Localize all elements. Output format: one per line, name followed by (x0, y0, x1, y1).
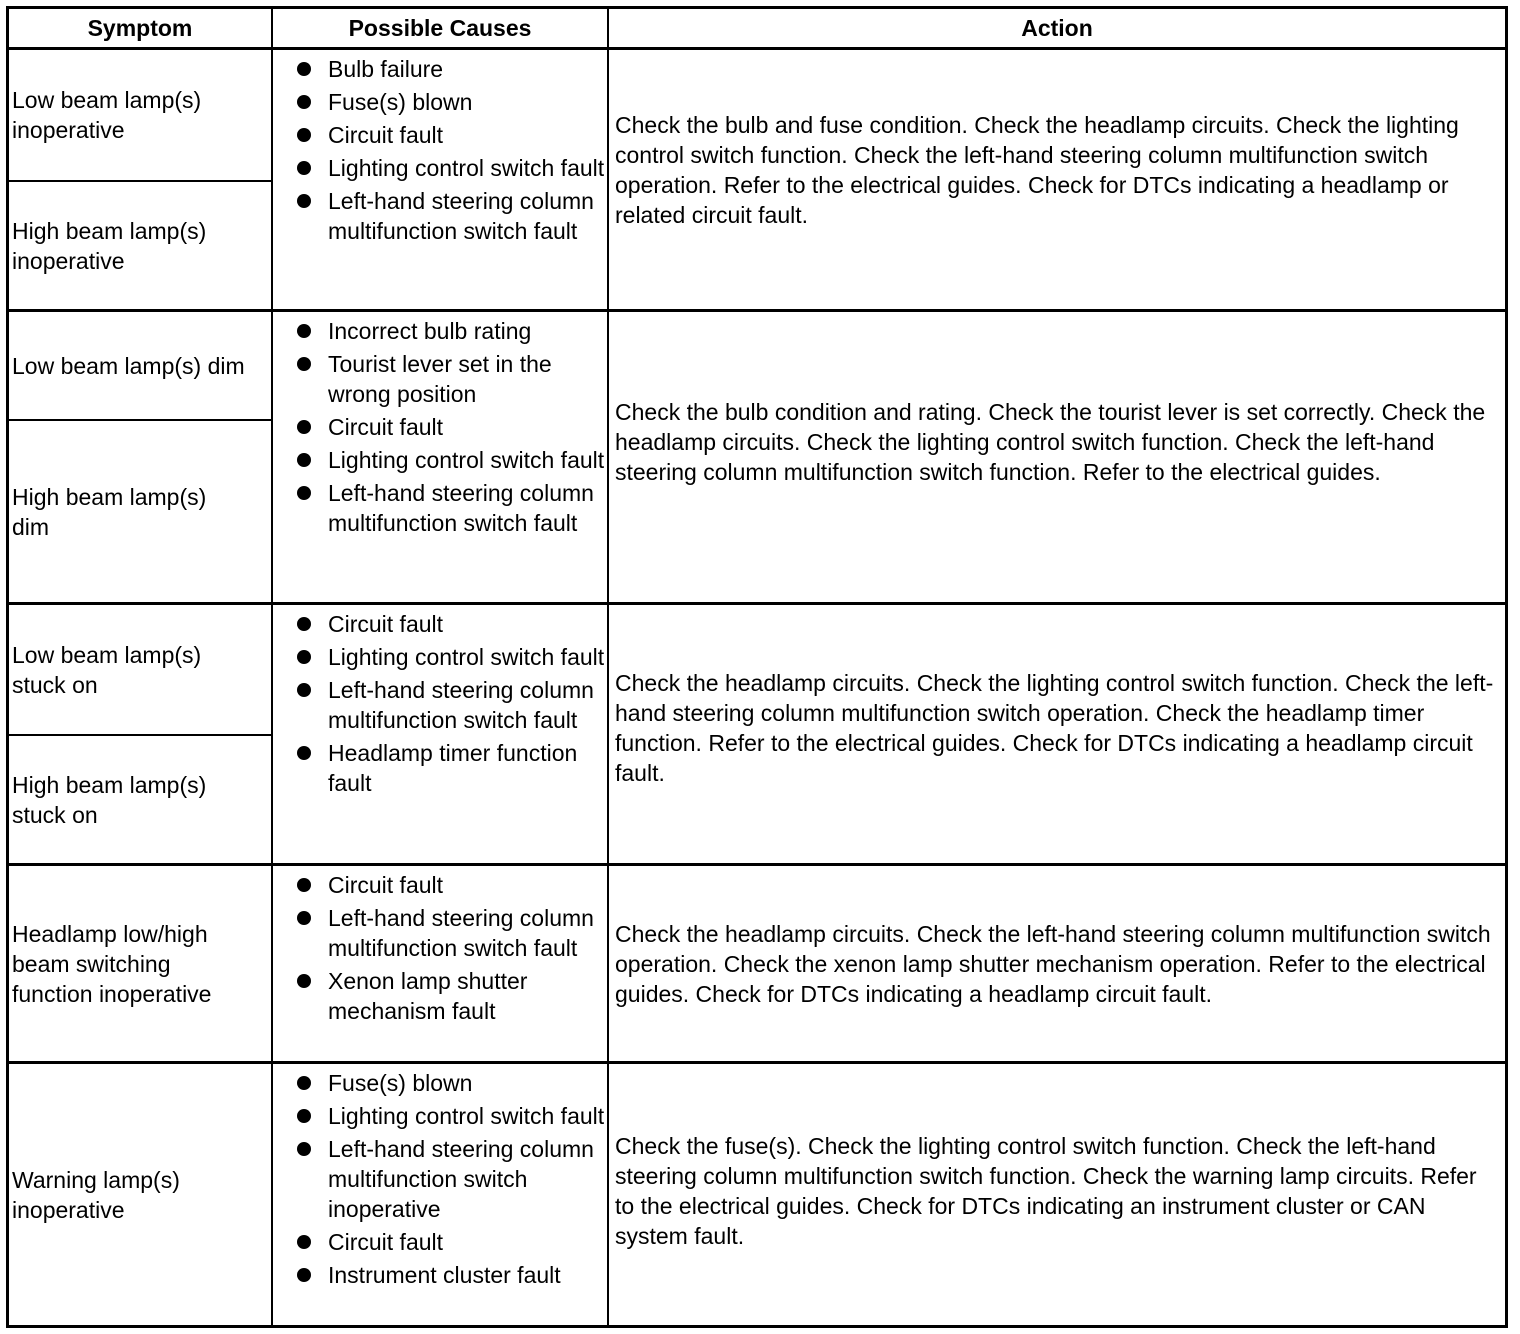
action-cell (609, 50, 1505, 309)
cause-item: Left-hand steering column multifunction switch fault (273, 903, 607, 963)
cause-item: Circuit fault (273, 412, 607, 442)
bullet-icon (297, 95, 311, 109)
causes-list (273, 1068, 607, 1290)
cause-item: Xenon lamp shutter mechanism fault (273, 966, 607, 1026)
bullet-icon (297, 161, 311, 175)
table-row (6, 866, 1508, 1064)
cause-item: Circuit fault (273, 609, 607, 639)
action-text: Check the headlamp circuits. Check the left-hand steering column multifunction switch operation. Check the xenon lamp shutter mechanism operation. Refer to the electrical guides. Check for DTCs indicating a headlamp circuit fault. (615, 920, 1491, 1007)
symptom-text: Warning lamp(s) inoperative (12, 1166, 180, 1223)
symptom-cell (9, 605, 273, 863)
symptom-text: Low beam lamp(s) dim (12, 352, 245, 379)
causes-list (273, 609, 607, 798)
causes-cell (273, 605, 609, 863)
cause-item: Circuit fault (273, 1227, 607, 1257)
cause-item: Lighting control switch fault (273, 445, 607, 475)
bullet-icon (297, 683, 311, 697)
bullet-icon (297, 1268, 311, 1282)
cause-item: Left-hand steering column multifunction switch fault (273, 186, 607, 246)
bullet-icon (297, 128, 311, 142)
causes-list (273, 316, 607, 538)
symptom-text: Low beam lamp(s) stuck on (12, 641, 202, 698)
header-symptom: Symptom (9, 9, 273, 47)
symptom-text: High beam lamp(s) stuck on (12, 771, 207, 828)
table-header (6, 6, 1508, 50)
causes-cell (273, 866, 609, 1061)
table-row (6, 1064, 1508, 1328)
bullet-icon (297, 974, 311, 988)
bullet-icon (297, 1076, 311, 1090)
bullet-icon (297, 1235, 311, 1249)
bullet-icon (297, 420, 311, 434)
cause-item: Incorrect bulb rating (273, 316, 607, 346)
cause-item: Circuit fault (273, 120, 607, 150)
symptom-cell (9, 866, 273, 1061)
causes-cell (273, 50, 609, 309)
bullet-icon (297, 878, 311, 892)
action-text: Check the bulb condition and rating. Check the tourist lever is set correctly. Check the headlamp circuits. Check the lighting control switch function. Check the left-hand steering column multifunction switch function. Refer to the electrical guides. (615, 399, 1486, 485)
table-row (6, 50, 1508, 312)
symptom-text: High beam lamp(s) inoperative (12, 217, 207, 274)
cause-item: Headlamp timer function fault (273, 738, 607, 798)
bullet-icon (297, 911, 311, 925)
cause-item: Left-hand steering column multifunction switch fault (273, 478, 607, 538)
action-text: Check the bulb and fuse condition. Check the headlamp circuits. Check the lighting control switch function. Check the left-hand steering column multifunction switch operation. Refer to the electrical guides. Check for DTCs indicating a headlamp or related circuit fault. (615, 111, 1459, 228)
cause-item: Lighting control switch fault (273, 1101, 607, 1131)
cause-item: Left-hand steering column multifunction switch inoperative (273, 1134, 607, 1224)
action-text: Check the headlamp circuits. Check the lighting control switch function. Check the left-hand steering column multifunction switch operation. Check the headlamp timer function. Refer to the electrical guides. Check for DTCs indicating a headlamp circuit fault. (615, 670, 1494, 786)
bullet-icon (297, 324, 311, 338)
cause-item: Circuit fault (273, 870, 607, 900)
action-cell (609, 312, 1505, 602)
cause-item: Lighting control switch fault (273, 153, 607, 183)
causes-cell (273, 312, 609, 602)
action-text: Check the fuse(s). Check the lighting control switch function. Check the left-hand steering column multifunction switch function. Check the warning lamp circuits. Refer to the electrical guides. Check for DTCs indicating an instrument cluster or CAN system fault. (615, 1132, 1477, 1249)
bullet-icon (297, 650, 311, 664)
bullet-icon (297, 746, 311, 760)
cause-item: Fuse(s) blown (273, 87, 607, 117)
symptom-text: High beam lamp(s) dim (12, 483, 207, 540)
cause-item: Tourist lever set in the wrong position (273, 349, 607, 409)
causes-list (273, 870, 607, 1026)
header-possible-causes: Possible Causes (273, 9, 609, 47)
bullet-icon (297, 486, 311, 500)
bullet-icon (297, 62, 311, 76)
action-cell (609, 1064, 1505, 1325)
causes-cell (273, 1064, 609, 1325)
diagnosis-table (6, 6, 1508, 1328)
bullet-icon (297, 1109, 311, 1123)
action-cell (609, 866, 1505, 1061)
action-cell (609, 605, 1505, 863)
bullet-icon (297, 617, 311, 631)
table-row (6, 312, 1508, 605)
table-row (6, 605, 1508, 866)
causes-list (273, 54, 607, 246)
bullet-icon (297, 1142, 311, 1156)
symptom-text: Low beam lamp(s) inoperative (12, 87, 202, 143)
symptom-cell (9, 312, 273, 602)
symptom-text: Headlamp low/high beam switching function inoperative (12, 920, 212, 1007)
symptom-cell (9, 1064, 273, 1325)
bullet-icon (297, 453, 311, 467)
cause-item: Instrument cluster fault (273, 1260, 607, 1290)
bullet-icon (297, 194, 311, 208)
header-action: Action (1021, 15, 1093, 41)
cause-item: Bulb failure (273, 54, 607, 84)
cause-item: Left-hand steering column multifunction switch fault (273, 675, 607, 735)
cause-item: Fuse(s) blown (273, 1068, 607, 1098)
symptom-cell (9, 50, 273, 309)
bullet-icon (297, 357, 311, 371)
cause-item: Lighting control switch fault (273, 642, 607, 672)
